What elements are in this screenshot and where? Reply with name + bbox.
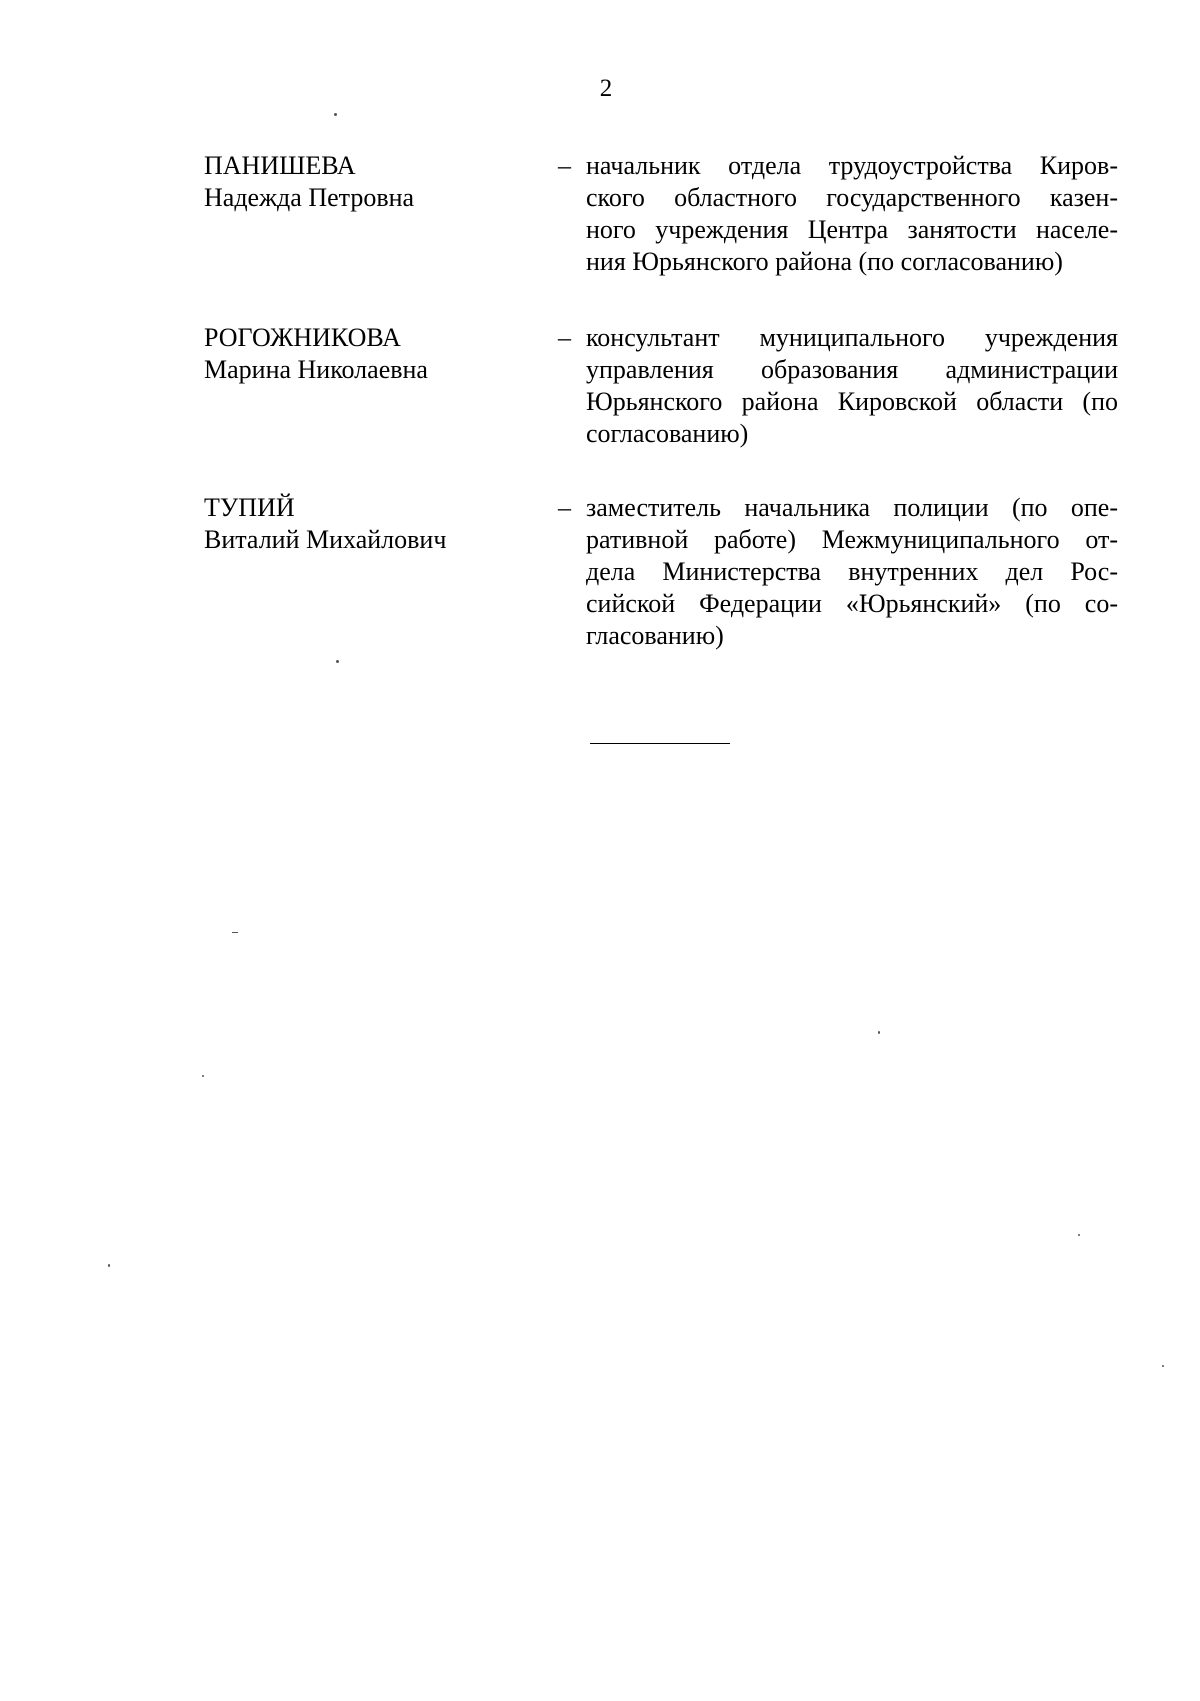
member-given-names: Марина Николаевна xyxy=(204,355,428,384)
position-line: управления образования администрации xyxy=(586,355,1118,384)
member-position xyxy=(586,322,1118,450)
member-name xyxy=(204,322,544,386)
scan-speck xyxy=(878,1031,880,1034)
member-position xyxy=(586,492,1118,652)
end-of-list-rule xyxy=(590,743,730,744)
member-name xyxy=(204,492,544,556)
position-line: заместитель начальника полиции (по опе- xyxy=(586,493,1118,522)
scan-speck xyxy=(232,932,238,933)
scan-speck xyxy=(202,1075,204,1077)
scan-speck xyxy=(334,113,337,116)
position-line: Юрьянского района Кировской области (по xyxy=(586,387,1118,416)
position-line: дела Министерства внутренних дел Рос- xyxy=(586,557,1118,586)
position-line: сийской Федерации «Юрьянский» (по со- xyxy=(586,589,1118,618)
position-line: ского областного государственного казен- xyxy=(586,183,1118,212)
dash-separator: – xyxy=(558,323,571,352)
dash-separator: – xyxy=(558,493,571,522)
member-name xyxy=(204,150,544,214)
member-given-names: Надежда Петровна xyxy=(204,183,415,212)
scan-speck xyxy=(1078,1234,1080,1236)
member-surname: РОГОЖНИКОВА xyxy=(204,323,401,352)
page-number: 2 xyxy=(599,75,613,102)
member-given-names: Виталий Михайлович xyxy=(204,525,447,554)
position-line: ния Юрьянского района (по согласованию) xyxy=(586,247,1063,276)
member-position xyxy=(586,150,1118,278)
position-line: согласованию) xyxy=(586,419,749,448)
scan-speck xyxy=(108,1264,110,1267)
position-line: начальник отдела трудоустройства Киров- xyxy=(586,151,1118,180)
position-line: ного учреждения Центра занятости населе- xyxy=(586,215,1118,244)
dash-separator: – xyxy=(558,151,571,180)
scan-speck xyxy=(1162,1365,1164,1367)
scan-speck xyxy=(336,660,339,663)
position-line: гласованию) xyxy=(586,621,724,650)
member-surname: ПАНИШЕВА xyxy=(204,151,356,180)
position-line: ративной работе) Межмуниципального от- xyxy=(586,525,1118,554)
member-surname: ТУПИЙ xyxy=(204,493,295,522)
position-line: консультант муниципального учреждения xyxy=(586,323,1118,352)
